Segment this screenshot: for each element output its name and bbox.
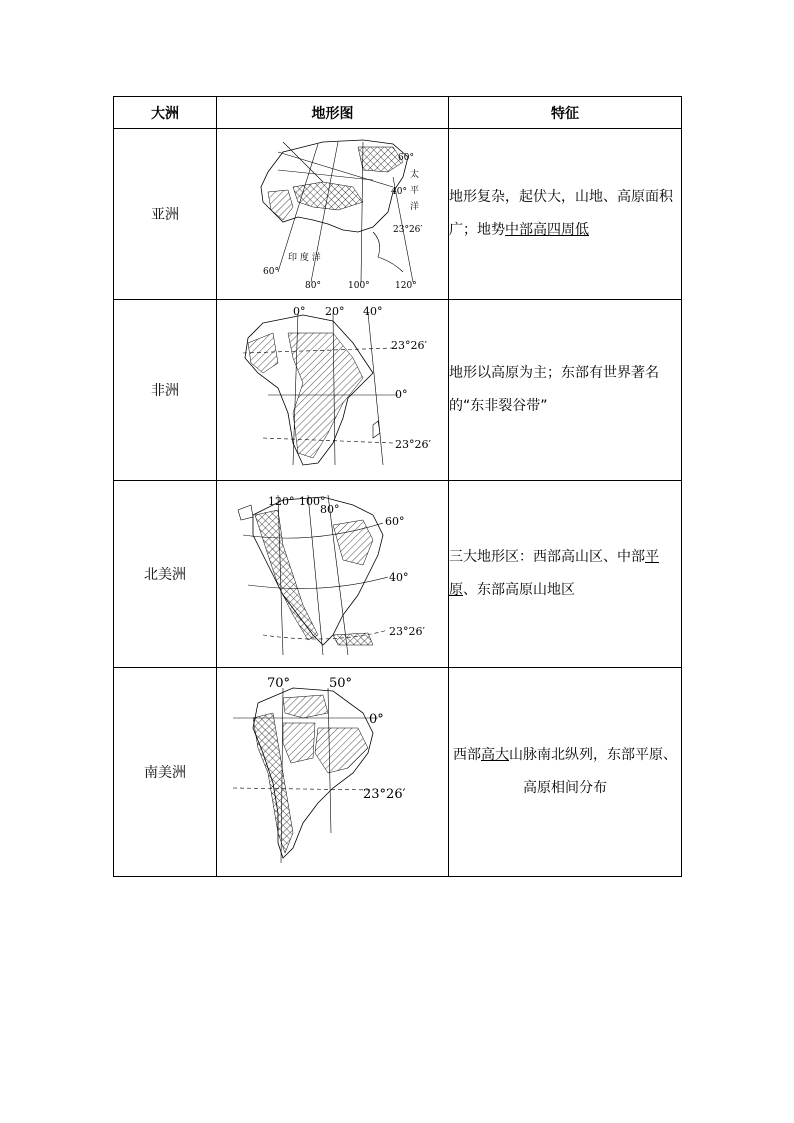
- asia-ocean-1: 太: [409, 170, 419, 180]
- feature-text: 地形复杂，起伏大，山地、高原面积广；地势: [449, 189, 673, 238]
- africa-lat-n: 23°26′: [390, 339, 427, 352]
- asia-lon-80: 80°: [304, 281, 321, 291]
- feature-text: 三大地形区：西部高山区、中部: [449, 549, 645, 565]
- continent-name: 非洲: [114, 300, 217, 481]
- continent-name: 北美洲: [114, 481, 217, 668]
- asia-ocean-2: 平: [409, 186, 419, 196]
- asia-terrain-map: [243, 132, 423, 292]
- south-america-terrain-map: [223, 673, 443, 868]
- north-america-terrain-map: [223, 485, 443, 660]
- asia-map-cell: [217, 129, 449, 300]
- header-row: [114, 97, 682, 129]
- africa-lon-40: 40°: [362, 305, 382, 318]
- north-america-feature: [449, 481, 682, 668]
- feature-underlined: 高大: [481, 747, 509, 763]
- asia-lat-60: 60°: [397, 153, 414, 163]
- na-lon-100: 100°: [298, 494, 325, 508]
- africa-map-cell: [217, 300, 449, 481]
- na-lat-40: 40°: [388, 570, 408, 584]
- feature-text: 山脉南北纵列，东部平原、高原相间分布: [509, 747, 677, 796]
- asia-lat-23: 23°26′: [392, 225, 422, 235]
- sa-lon-50: 50°: [328, 675, 352, 691]
- south-america-map-cell: [217, 668, 449, 877]
- header-map: 地形图: [217, 97, 449, 129]
- sa-lat-0: 0°: [368, 711, 384, 727]
- asia-ocean-3: 洋: [409, 202, 419, 212]
- sa-lon-70: 70°: [266, 675, 290, 691]
- na-lat-23: 23°26′: [388, 624, 425, 638]
- asia-lon-100: 100°: [347, 281, 370, 291]
- asia-lat-40: 40°: [390, 187, 407, 197]
- africa-lon-0: 0°: [292, 305, 305, 318]
- header-continent: 大洲: [114, 97, 217, 129]
- north-america-map-cell: [217, 481, 449, 668]
- continent-name: 亚洲: [114, 129, 217, 300]
- africa-lat-0: 0°: [394, 388, 407, 401]
- feature-text: 西部: [453, 747, 481, 763]
- feature-text: 、东部高原山地区: [463, 582, 575, 598]
- row-africa: [114, 300, 682, 481]
- na-lat-60: 60°: [384, 514, 404, 528]
- south-america-feature: [449, 668, 682, 877]
- asia-indian-ocean: 印 度 洋: [287, 253, 321, 263]
- africa-feature: [449, 300, 682, 481]
- feature-underlined: 平原: [449, 549, 659, 598]
- feature-text: 地形以高原为主；东部有世界著名的“东非裂谷带”: [449, 365, 659, 414]
- header-feature: 特征: [449, 97, 682, 129]
- asia-lon-60: 60°: [262, 267, 279, 277]
- africa-terrain-map: [223, 303, 443, 473]
- row-north-america: [114, 481, 682, 668]
- continent-name: 南美洲: [114, 668, 217, 877]
- na-lon-120: 120°: [267, 494, 294, 508]
- sa-lat-23: 23°26′: [362, 786, 406, 802]
- africa-lat-s: 23°26′: [394, 438, 431, 451]
- row-south-america: [114, 668, 682, 877]
- asia-feature: [449, 129, 682, 300]
- asia-lon-120: 120°: [394, 281, 417, 291]
- row-asia: [114, 129, 682, 300]
- continent-terrain-table: [113, 96, 682, 877]
- africa-lon-20: 20°: [324, 305, 344, 318]
- feature-underlined: 中部高四周低: [505, 222, 589, 238]
- na-lon-80: 80°: [319, 502, 339, 516]
